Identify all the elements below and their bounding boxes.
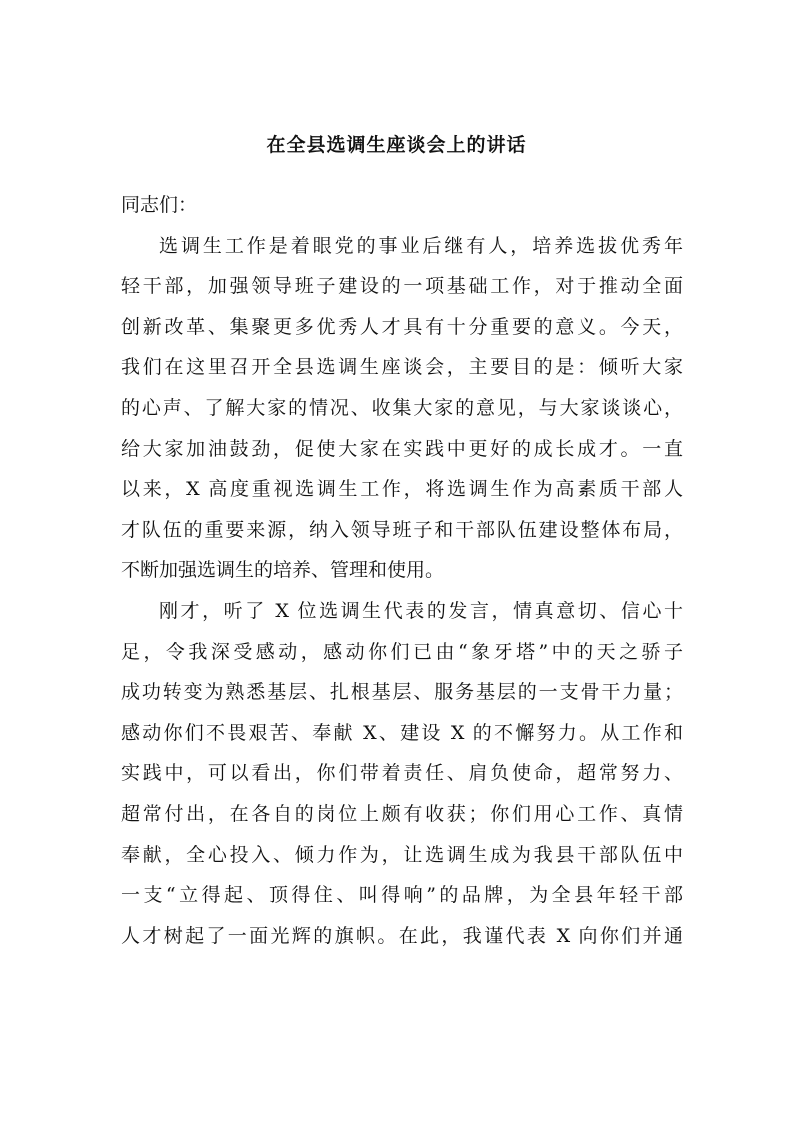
paragraph-line: 才队伍的重要来源，纳入领导班子和干部队伍建设整体布局， <box>121 518 683 541</box>
paragraph-line: 给大家加油鼓劲，促使大家在实践中更好的成长成才。一直 <box>121 437 683 460</box>
paragraph-line: 感动你们不畏艰苦、奉献 X、建设 X 的不懈努力。从工作和 <box>121 721 683 744</box>
paragraph-line: 我们在这里召开全县选调生座谈会，主要目的是：倾听大家 <box>121 356 683 379</box>
document-title: 在全县选调生座谈会上的讲话 <box>266 134 527 156</box>
paragraph-line: 的心声、了解大家的情况、收集大家的意见，与大家谈谈心， <box>121 396 683 419</box>
paragraph-line: 创新改革、集聚更多优秀人才具有十分重要的意义。今天， <box>121 315 683 338</box>
paragraph-line: 实践中，可以看出，你们带着责任、肩负使命，超常努力、 <box>121 762 683 785</box>
paragraph-line: 足，令我深受感动，感动你们已由“象牙塔”中的天之骄子 <box>121 640 683 663</box>
paragraph-line: 轻干部，加强领导班子建设的一项基础工作，对于推动全面 <box>121 275 683 298</box>
paragraph-line: 超常付出，在各自的岗位上颇有收获；你们用心工作、真情 <box>121 802 683 825</box>
paragraph-line: 刚才，听了 X 位选调生代表的发言，情真意切、信心十 <box>159 599 683 622</box>
paragraph-line: 不断加强选调生的培养、管理和使用。 <box>121 559 445 582</box>
paragraph-1 <box>121 226 683 591</box>
paragraph-line: 人才树起了一面光辉的旗帜。在此，我谨代表 X 向你们并通 <box>121 924 683 947</box>
document-body <box>121 185 683 956</box>
salutation: 同志们： <box>121 194 198 216</box>
paragraph-line: 一支“立得起、顶得住、叫得响”的品牌，为全县年轻干部 <box>121 884 683 907</box>
paragraph-line: 以来，X 高度重视选调生工作，将选调生作为高素质干部人 <box>121 478 683 501</box>
paragraph-line: 选调生工作是着眼党的事业后继有人，培养选拔优秀年 <box>159 234 683 257</box>
paragraph-line: 成功转变为熟悉基层、扎根基层、服务基层的一支骨干力量； <box>121 681 683 704</box>
paragraph-line: 奉献，全心投入、倾力作为，让选调生成为我县干部队伍中 <box>121 843 683 866</box>
paragraph-2 <box>121 591 683 956</box>
